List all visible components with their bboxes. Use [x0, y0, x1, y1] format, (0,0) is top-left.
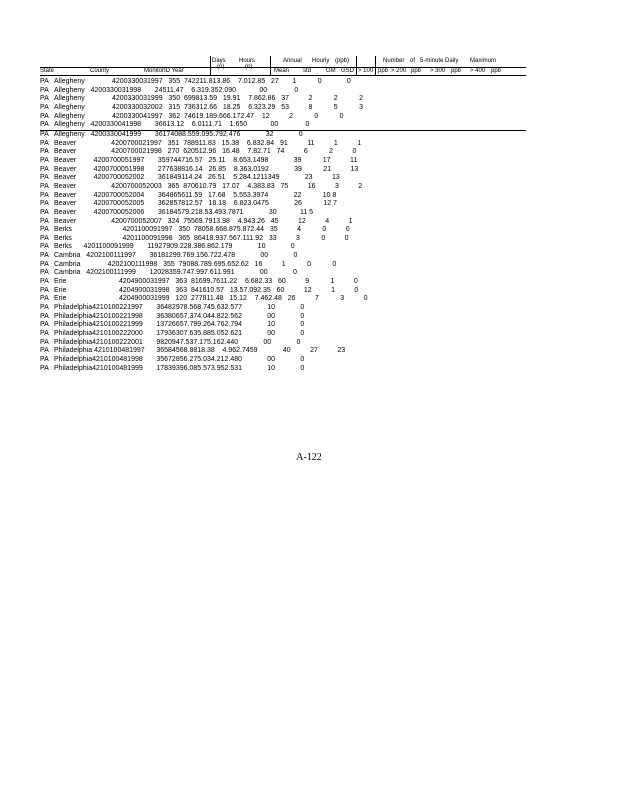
table-row [40, 130, 526, 140]
row-values: Beaver 4200700051997 359744716.57 25.11 8.653.1498 39 17 11 [54, 156, 358, 164]
table-row [40, 209, 526, 218]
table-row [40, 365, 526, 374]
row-values: Beaver 4200700052006 36184579.218.53.493.7871 30 11 5 [54, 208, 314, 216]
row-state: PA [40, 95, 49, 103]
row-state: PA [40, 286, 49, 294]
header-ppb1: ppb [378, 68, 389, 74]
row-state: PA [40, 321, 49, 329]
row-values: Beaver 4200700052004 364865611.59 17.68 5.553.3974 22 10 8 [54, 191, 337, 199]
header-monitor-year: MonitorID Year [144, 68, 184, 74]
row-values: Philadelphia 4210100481997 36584568.8818.38 4.962.7459 40 27 23 [54, 347, 346, 355]
row-values: Erie 4204900031997 363 81699.7611.22 6.682.33 60 9 1 0 [54, 278, 358, 286]
table-row [40, 121, 526, 130]
row-values: Philadelphia4210100222001 9820947.537.175.162.440 00 0 [54, 338, 301, 346]
row-values: Berks 4201100091998 365 86418.937.567.111.92 33 3 0 0 [54, 234, 349, 242]
page-number: A-122 [296, 452, 322, 463]
table-row [40, 261, 526, 270]
row-state: PA [40, 174, 49, 182]
table-body [40, 78, 526, 373]
row-values: Erie 4204900031999 120 277811.48 15.12 7.462.48 26 7 3 0 [54, 295, 368, 303]
row-values: Allegheny 4200330041997 362 74619.189.666.172.47 12 2 0 0 [54, 112, 344, 120]
table-header [40, 56, 526, 76]
table-row [40, 226, 526, 235]
row-state: PA [40, 139, 49, 147]
table-row [40, 218, 526, 227]
table-row [40, 330, 526, 339]
row-state: PA [40, 226, 49, 234]
table-row [40, 183, 526, 192]
header-annual: Annual [283, 58, 302, 64]
table-row [40, 269, 526, 278]
table-row [40, 321, 526, 330]
row-values: Allegheny 4200330031997 355 742211.813.86 7.012.85 27 1 0 0 [54, 78, 351, 85]
table-row [40, 235, 526, 244]
table-row [40, 339, 526, 348]
header-ppb3: ppb [451, 68, 462, 74]
row-values: Philadelphia4210100221999 13726657.799.264.762.794 10 0 [54, 321, 305, 329]
row-state: PA [40, 347, 49, 355]
table-row [40, 278, 526, 287]
row-state: PA [40, 200, 49, 208]
row-state: PA [40, 182, 49, 190]
header-days: Days [212, 58, 226, 64]
row-values: Beaver 4200700052005 362857812.57 18.18 6.823.0475 26 12 7 [54, 200, 337, 208]
row-values: Philadelphia4210100221997 36482978.568.745.632.577 10 0 [54, 304, 305, 312]
header-top-rule [40, 67, 526, 68]
table-row [40, 113, 526, 122]
row-state: PA [40, 338, 49, 346]
row-values: Allegheny 4200330031998 24511.47 6.319.352.090 00 0 [54, 86, 299, 94]
row-values: Beaver 4200700021998 270 620512.96 16.48 7.82.71 74 6 2 0 [54, 148, 357, 156]
row-state: PA [40, 130, 49, 138]
row-values: Beaver 4200700052007 324 75569.7913.98 4.943.26 45 12 4 1 [54, 217, 353, 225]
row-values: Cambria 4202100111997 36181299.769.156.722.478 00 0 [54, 252, 298, 260]
row-values: Philadelphia4210100481998 35672856.275.034.212.480 00 0 [54, 356, 305, 363]
table-row [40, 157, 526, 166]
row-state: PA [40, 86, 49, 94]
column-divider [356, 56, 357, 76]
table-row [40, 95, 526, 104]
row-state: PA [40, 330, 49, 338]
header-state: State [40, 68, 55, 74]
row-state: PA [40, 148, 49, 156]
row-state: PA [40, 165, 49, 173]
table-row [40, 252, 526, 261]
header-number: Number [383, 58, 405, 64]
header-gt300: > 300 [430, 68, 446, 74]
table-row [40, 243, 526, 252]
header-std: std [303, 68, 312, 74]
table-row [40, 78, 526, 87]
header-county: County [90, 68, 110, 74]
table-row [40, 87, 526, 96]
table-row [40, 192, 526, 201]
header-ppb4: ppb [491, 68, 502, 74]
row-state: PA [40, 156, 49, 164]
column-divider [210, 56, 211, 76]
row-values: Erie 4204900031998 363 841610.57 13.57.092.35 60 12 1 0 [54, 286, 359, 294]
table-row [40, 166, 526, 175]
table-row [40, 347, 526, 356]
row-values: Allegheny 4200330041999 36174088.559.095.792.476 32 0 [54, 130, 303, 138]
table-row [40, 313, 526, 322]
row-state: PA [40, 243, 49, 251]
row-state: PA [40, 364, 49, 372]
row-values: Philadelphia4210100221998 36380657.374.044.822.562 00 0 [54, 312, 305, 320]
header-ppb2: ppb [411, 68, 422, 74]
header-hours: Hours [239, 58, 256, 64]
table-row [40, 304, 526, 313]
row-state: PA [40, 208, 49, 216]
row-values: Berks 4201100091997 350 78058.668.875.872.44 35 4 0 0 [54, 226, 350, 234]
row-state: PA [40, 269, 49, 277]
row-state: PA [40, 252, 49, 260]
header-gm: GM [326, 68, 336, 74]
header-maximum: Maximum [470, 58, 497, 64]
row-state: PA [40, 191, 49, 199]
table-row [40, 295, 526, 304]
header-ppb: (ppb) [335, 58, 350, 64]
header-gt200: > 200 [391, 68, 407, 74]
row-values: Beaver 4200700021997 351 788911.83 15.38 6.832.84 91 11 1 1 [54, 139, 362, 147]
row-values: Allegheny 4200330031999 350 699813.59 19.91 7.862.86 37 2 2 2 [54, 95, 363, 103]
row-state: PA [40, 260, 49, 268]
table-row [40, 287, 526, 296]
row-values: Philadelphia4210100481999 17839396.085.573.952.531 10 0 [54, 364, 305, 372]
row-values: Beaver 4200700052002 361849114.24 26.51 5.284.1211349 23 13 [54, 174, 340, 182]
table-row [40, 140, 526, 149]
row-values: Cambria 4202100111998 355 79088.789.695.652.62 16 1 0 0 [54, 260, 337, 268]
row-values: Cambria 4202100111999 12028359.747.997.611.991 00 0 [54, 269, 297, 277]
row-state: PA [40, 121, 49, 129]
row-state: PA [40, 78, 49, 85]
row-values: Berks 4201100091999 11927909.228.386.862.179 10 0 [54, 243, 295, 251]
table-row [40, 200, 526, 209]
header-5min-daily: 5-minute Daily [420, 58, 459, 64]
row-state: PA [40, 103, 49, 111]
table-row [40, 356, 526, 365]
row-state: PA [40, 356, 49, 363]
header-gt400: > 400 [470, 68, 486, 74]
row-state: PA [40, 112, 49, 120]
row-values: Allegheny 4200330032002 315 736312.66 18.25 6.323.29 53 8 5 3 [54, 103, 363, 111]
row-values: Beaver 4200700052003 365 870610.79 17.07 4.383.83 75 16 3 2 [54, 182, 363, 190]
table-row [40, 174, 526, 183]
table-row [40, 148, 526, 157]
row-state: PA [40, 234, 49, 242]
header-mean: Mean [274, 68, 290, 74]
data-table [40, 56, 526, 372]
header-of: of [410, 58, 416, 64]
row-state: PA [40, 278, 49, 286]
row-state: PA [40, 312, 49, 320]
row-values: Beaver 4200700051998 277638816.14 26.85 8.363.0192 39 21 13 [54, 165, 359, 173]
table-row [40, 104, 526, 113]
row-values: Allegheny 4200330041998 36613.12 6.0111.71 1.650 00 0 [54, 121, 310, 129]
header-bottom-rule [40, 75, 526, 76]
column-divider [375, 56, 376, 76]
column-divider [270, 56, 271, 76]
row-state: PA [40, 217, 49, 225]
header-hourly: Hourly [312, 58, 330, 64]
header-gt100: > 100 [358, 68, 374, 74]
header-gsd: GSD [341, 68, 355, 74]
row-state: PA [40, 304, 49, 312]
row-values: Philadelphia4210100222000 17936307.635.885.052.621 00 0 [54, 330, 305, 338]
row-state: PA [40, 295, 49, 303]
